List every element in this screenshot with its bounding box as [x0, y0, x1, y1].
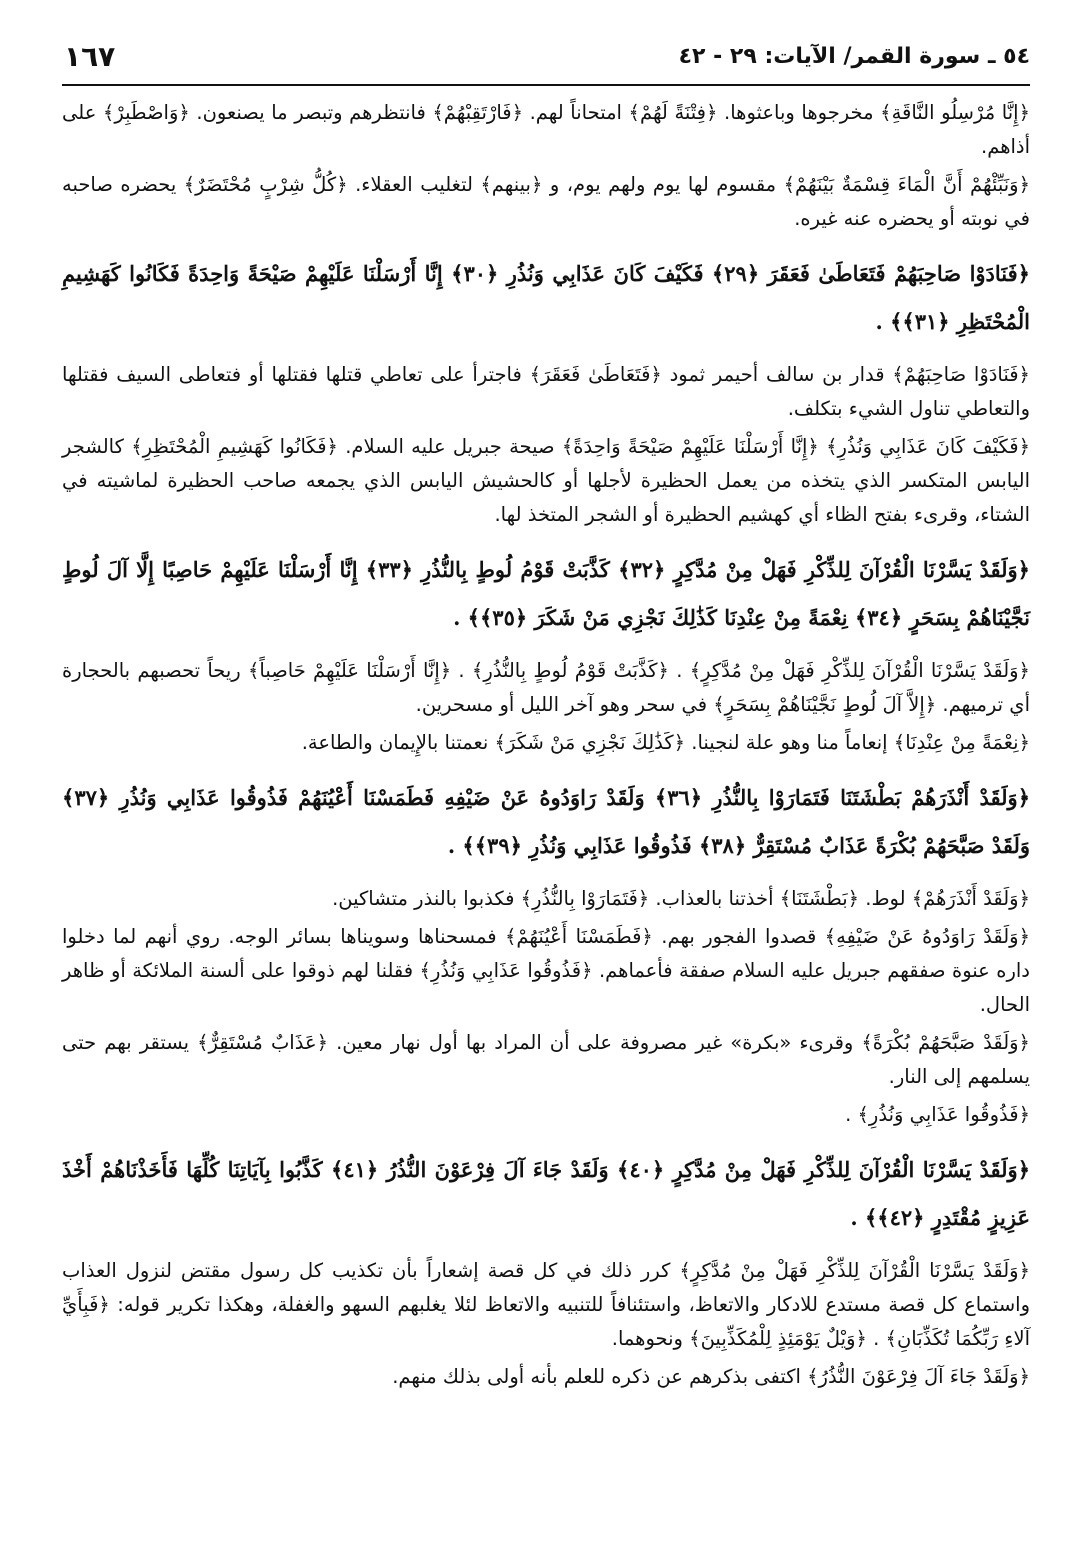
verse-block: ﴿فَنَادَوْا صَاحِبَهُمْ فَتَعَاطَىٰ فَعَقَرَ ﴿٢٩﴾ فَكَيْفَ كَانَ عَذَابِي وَنُذُرِ ﴿٣٠﴾ إِنَّا أَرْسَلْنَا عَلَيْهِمْ صَيْحَةً وَاحِدَةً فَكَانُوا كَهَشِيمِ الْمُحْتَظِرِ ﴿٣١﴾﴾ . — [62, 261, 1030, 334]
commentary-paragraph: ﴿وَلَقَدْ أَنْذَرَهُمْ﴾ لوط. ﴿بَطْشَتَنَا﴾ أخذتنا بالعذاب. ﴿فَتَمَارَوْا بِالنُّذُرِ﴾ فكذبوا بالنذر متشاكين. — [332, 887, 1030, 910]
header-title: ٥٤ ـ سورة القمر/ الآيات: ٢٩ - ٤٢ — [678, 44, 1030, 69]
commentary-paragraph: ﴿وَلَقَدْ جَاءَ آلَ فِرْعَوْنَ النُّذُرُ﴾ اكتفى بذكرهم عن ذكره للعلم بأنه أولى بذلك منهم. — [392, 1365, 1030, 1388]
verse-block: ﴿وَلَقَدْ يَسَّرْنَا الْقُرْآنَ لِلذِّكْرِ فَهَلْ مِنْ مُدَّكِرٍ ﴿٤٠﴾ وَلَقَدْ جَاءَ آلَ فِرْعَوْنَ النُّذُرُ ﴿٤١﴾ كَذَّبُوا بِآيَاتِنَا كُلِّهَا فَأَخَذْنَاهُمْ أَخْذَ عَزِيزٍ مُقْتَدِرٍ ﴿٤٢﴾﴾ . — [62, 1157, 1031, 1230]
page-content — [62, 86, 1030, 1394]
page-header — [62, 38, 1030, 86]
commentary-paragraph: ﴿فَذُوقُوا عَذَابِي وَنُذُرِ﴾ . — [845, 1103, 1030, 1126]
page-number: ١٦٧ — [64, 40, 116, 73]
commentary-paragraph: ﴿وَلَقَدْ رَاوَدُوهُ عَنْ ضَيْفِهِ﴾ قصدوا الفجور بهم. ﴿فَطَمَسْنَا أَعْيُنَهُمْ﴾ فمسحناها وسويناها بسائر الوجه. روي أنهم لما دخلوا داره عنوة صفقهم جبريل عليه السلام صفقة فأعماهم. ﴿فَذُوقُوا عَذَابِي وَنُذُرِ﴾ فقلنا لهم ذوقوا على ألسنة الملائكة أو ظاهر الحال. — [62, 925, 1030, 1016]
verse-block: ﴿وَلَقَدْ أَنْذَرَهُمْ بَطْشَتَنَا فَتَمَارَوْا بِالنُّذُرِ ﴿٣٦﴾ وَلَقَدْ رَاوَدُوهُ عَنْ ضَيْفِهِ فَطَمَسْنَا أَعْيُنَهُمْ فَذُوقُوا عَذَابِي وَنُذُرِ ﴿٣٧﴾ وَلَقَدْ صَبَّحَهُمْ بُكْرَةً عَذَابٌ مُسْتَقِرٌّ ﴿٣٨﴾ فَذُوقُوا عَذَابِي وَنُذُرِ ﴿٣٩﴾﴾ . — [62, 785, 1030, 858]
commentary-paragraph: ﴿وَنَبِّئْهُمْ أَنَّ الْمَاءَ قِسْمَةٌ بَيْنَهُمْ﴾ مقسوم لها يوم ولهم يوم، و ﴿بينهم﴾ لتغليب العقلاء. ﴿كُلُّ شِرْبٍ مُحْتَضَرٌ﴾ يحضره صاحبه في نوبته أو يحضره عنه غيره. — [62, 173, 1030, 230]
commentary-paragraph: ﴿إِنَّا مُرْسِلُو النَّاقَةِ﴾ مخرجوها وباعثوها. ﴿فِتْنَةً لَهُمْ﴾ امتحاناً لهم. ﴿فَارْتَقِبْهُمْ﴾ فانتظرهم وتبصر ما يصنعون. ﴿وَاصْطَبِرْ﴾ على أذاهم. — [62, 101, 1030, 158]
commentary-paragraph: ﴿وَلَقَدْ صَبَّحَهُمْ بُكْرَةً﴾ وقرىء «بكرة» غير مصروفة على أن المراد بها أول نهار معين. ﴿عَذَابٌ مُسْتَقِرٌّ﴾ يستقر بهم حتى يسلمهم إلى النار. — [62, 1031, 1030, 1088]
commentary-paragraph: ﴿فَنَادَوْا صَاحِبَهُمْ﴾ قدار بن سالف أحيمر ثمود ﴿فَتَعَاطَىٰ فَعَقَرَ﴾ فاجترأ على تعاطي قتلها فقتلها أو فتعاطى السيف فقتلها والتعاطي تناول الشيء بتكلف. — [62, 363, 1030, 420]
page — [62, 38, 1030, 1518]
commentary-paragraph: ﴿نِعْمَةً مِنْ عِنْدِنَا﴾ إنعاماً منا وهو علة لنجينا. ﴿كَذَٰلِكَ نَجْزِي مَنْ شَكَرَ﴾ نعمتنا بالإِيمان والطاعة. — [301, 731, 1030, 754]
verse-block: ﴿وَلَقَدْ يَسَّرْنَا الْقُرْآنَ لِلذِّكْرِ فَهَلْ مِنْ مُدَّكِرٍ ﴿٣٢﴾ كَذَّبَتْ قَوْمُ لُوطٍ بِالنُّذُرِ ﴿٣٣﴾ إِنَّا أَرْسَلْنَا عَلَيْهِمْ حَاصِبًا إِلَّا آلَ لُوطٍ نَجَّيْنَاهُمْ بِسَحَرٍ ﴿٣٤﴾ نِعْمَةً مِنْ عِنْدِنَا كَذَٰلِكَ نَجْزِي مَنْ شَكَرَ ﴿٣٥﴾﴾ . — [62, 557, 1030, 630]
commentary-paragraph: ﴿وَلَقَدْ يَسَّرْنَا الْقُرْآنَ لِلذِّكْرِ فَهَلْ مِنْ مُدَّكِرٍ﴾ . ﴿كَذَّبَتْ قَوْمُ لُوطٍ بِالنُّذُرِ﴾ . ﴿إِنَّا أَرْسَلْنَا عَلَيْهِمْ حَاصِباً﴾ ريحاً تحصبهم بالحجارة أي ترميهم. ﴿إِلاَّ آلَ لُوطٍ نَجَّيْنَاهُمْ بِسَحَرٍ﴾ في سحر وهو آخر الليل أو مسحرين. — [62, 659, 1030, 716]
commentary-paragraph: ﴿وَلَقَدْ يَسَّرْنَا الْقُرْآنَ لِلذِّكْرِ فَهَلْ مِنْ مُدَّكِرٍ﴾ كرر ذلك في كل قصة إشعاراً بأن تكذيب كل رسول مقتض لنزول العذاب واستماع كل قصة مستدع للادكار والاتعاظ، واستئنافاً للتنبيه والاتعاظ لئلا يغلبهم السهو والغفلة، وهكذا تكرير قوله: ﴿فَبِأَيِّ آلاءِ رَبِّكُمَا تُكَذِّبَانِ﴾ . ﴿وَيْلٌ يَوْمَئِذٍ لِلْمُكَذِّبِينَ﴾ ونحوهما. — [62, 1259, 1030, 1350]
commentary-paragraph: ﴿فَكَيْفَ كَانَ عَذَابِي وَنُذُرِ﴾ ﴿إِنَّا أَرْسَلْنَا عَلَيْهِمْ صَيْحَةً وَاحِدَةً﴾ صيحة جبريل عليه السلام. ﴿فَكَانُوا كَهَشِيمِ الْمُحْتَظِرِ﴾ كالشجر اليابس المتكسر الذي يتخذه من يعمل الحظيرة لأجلها أو كالحشيش اليابس الذي يجمعه صاحب الحظيرة لماشيته في الشتاء، وقرىء بفتح الظاء أي كهشيم الحظيرة أو الشجر المتخذ لها. — [62, 435, 1030, 526]
